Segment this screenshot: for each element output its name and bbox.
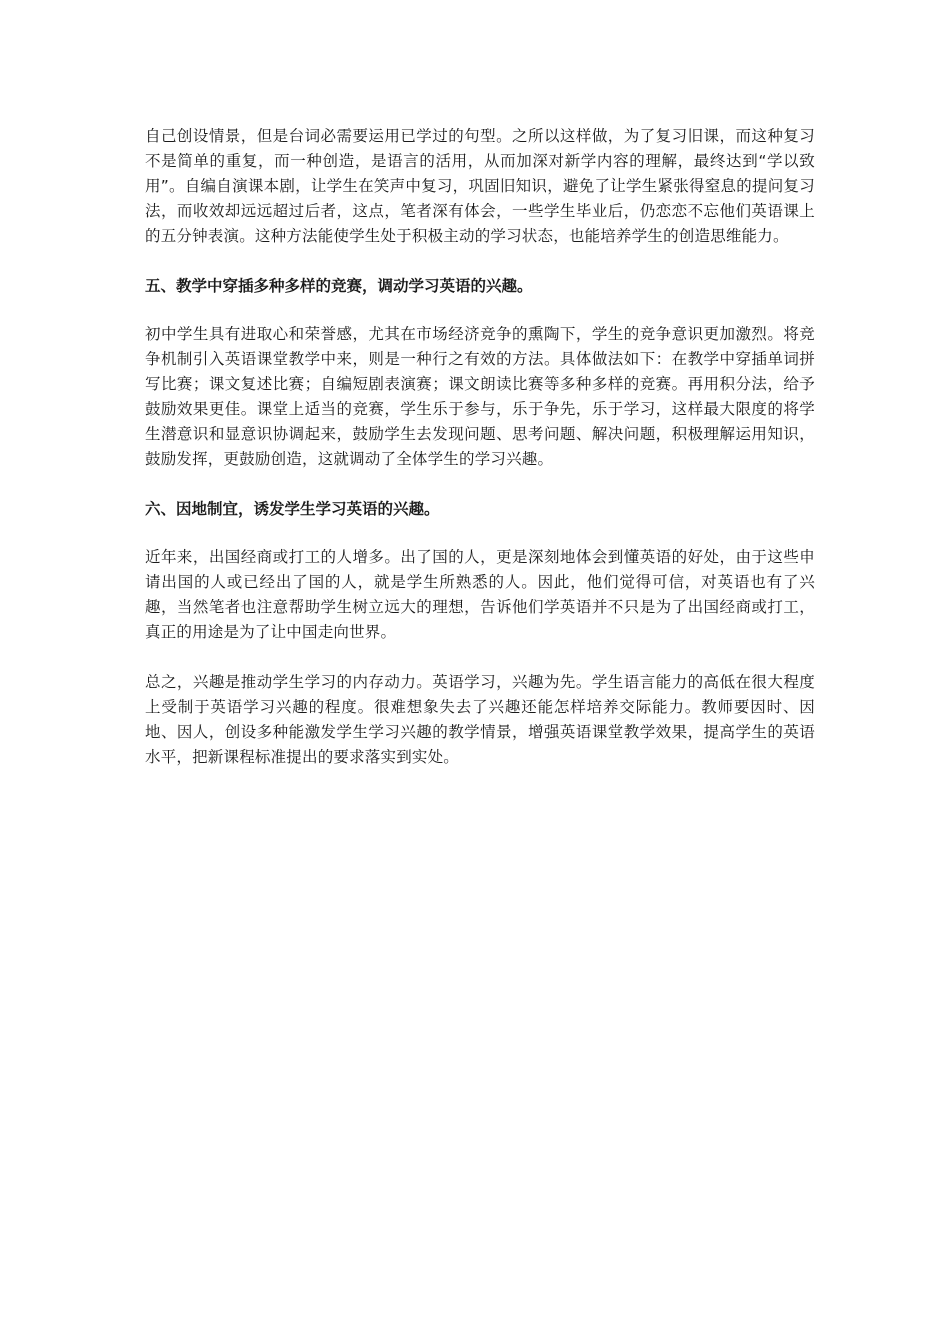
paragraph-section-6: 近年来，出国经商或打工的人增多。出了国的人，更是深刻地体会到懂英语的好处，由于这些申请出国的人或已经出了国的人，就是学生所熟悉的人。因此，他们觉得可信，对英语也有了兴趣，当然笔者也注意帮助学生树立远大的理想，告诉他们学英语并不只是为了出国经商或打工，真正的用途是为了让中国走向世界。 xyxy=(145,548,815,641)
paragraph-intro-continued: 自己创设情景，但是台词必需要运用已学过的句型。之所以这样做，为了复习旧课，而这种复习不是简单的重复，而一种创造，是语言的活用，从而加深对新学内容的理解，最终达到“学以致用”。自编自演课本剧，让学生在笑声中复习，巩固旧知识，避免了让学生紧张得窒息的提问复习法，而收效却远远超过后者，这点，笔者深有体会，一些学生毕业后，仍恋恋不忘他们英语课上的五分钟表演。这种方法能使学生处于积极主动的学习状态，也能培养学生的创造思维能力。 xyxy=(145,127,815,245)
section-heading-5: 五、教学中穿插多种多样的竞赛，调动学习英语的兴趣。 xyxy=(145,277,533,295)
paragraph-section-5: 初中学生具有进取心和荣誉感，尤其在市场经济竞争的熏陶下，学生的竞争意识更加激烈。将竞争机制引入英语课堂教学中来，则是一种行之有效的方法。具体做法如下：在教学中穿插单词拼写比赛；课文复述比赛；自编短剧表演赛；课文朗读比赛等多种多样的竞赛。再用积分法，给予鼓励效果更佳。课堂上适当的竞赛，学生乐于参与，乐于争先，乐于学习，这样最大限度的将学生潜意识和显意识协调起来，鼓励学生去发现问题、思考问题、解决问题，积极理解运用知识，鼓励发挥，更鼓励创造，这就调动了全体学生的学习兴趣。 xyxy=(145,325,815,468)
document-page xyxy=(145,124,815,770)
paragraph-conclusion: 总之，兴趣是推动学生学习的内存动力。英语学习，兴趣为先。学生语言能力的高低在很大程度上受制于英语学习兴趣的程度。很难想象失去了兴趣还能怎样培养交际能力。教师要因时、因地、因人，创设多种能激发学生学习兴趣的教学情景，增强英语课堂教学效果，提高学生的英语水平，把新课程标准提出的要求落实到实处。 xyxy=(145,673,815,766)
section-heading-6: 六、因地制宜，诱发学生学习英语的兴趣。 xyxy=(145,500,440,518)
